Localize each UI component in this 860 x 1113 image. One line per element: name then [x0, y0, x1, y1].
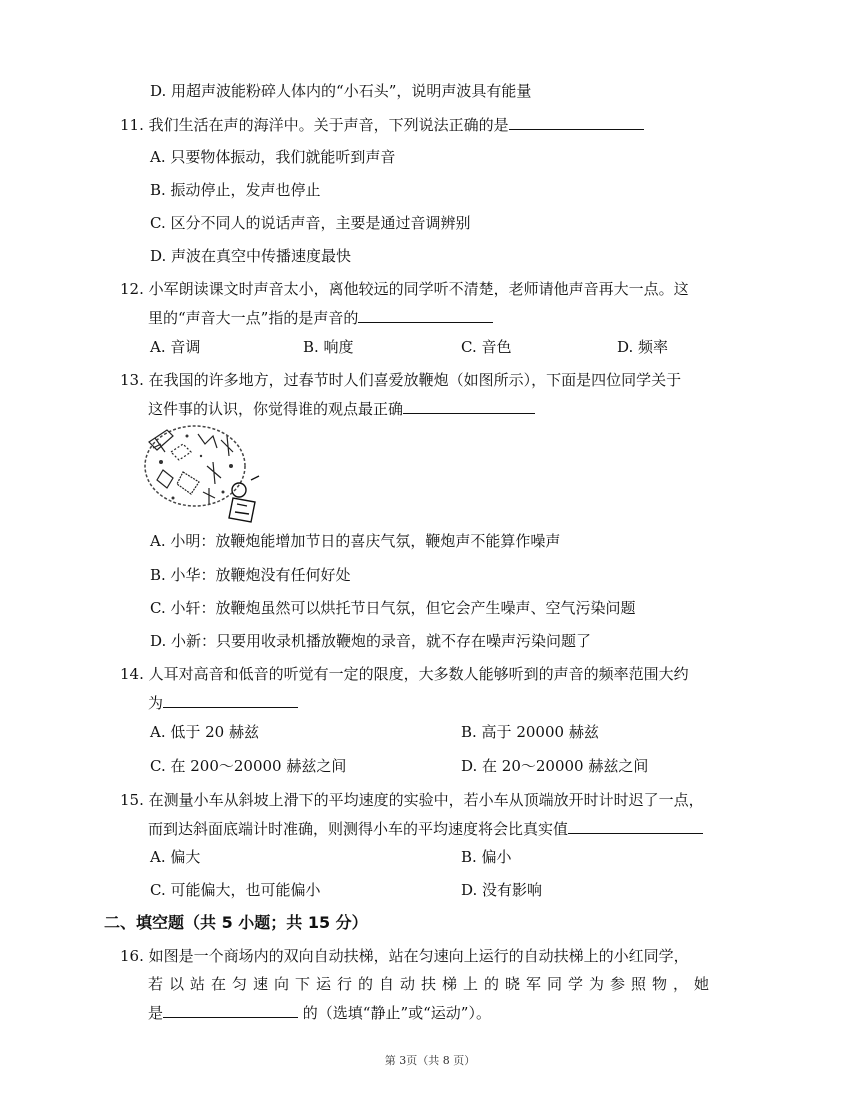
page-footer: 第 3页（共 8 页） — [384, 1054, 476, 1067]
q16-number: 16. — [120, 947, 144, 965]
q14-option-d: D. 在 20～20000 赫兹之间 — [461, 757, 649, 775]
q13-option-b: B. 小华：放鞭炮没有任何好处 — [150, 566, 351, 584]
q11-stem-text: 我们生活在声的海洋中。关于声音，下列说法正确的是 — [148, 116, 509, 134]
q16-stem-line2 — [148, 973, 728, 995]
q12-option-a: A. 音调 — [150, 338, 201, 356]
q15-answer-blank[interactable] — [568, 817, 703, 834]
q15-number: 15. — [120, 791, 144, 809]
q12-stem-text2: 里的“声音大一点”指的是声音的 — [148, 309, 359, 327]
q12-stem-line1 — [120, 278, 689, 300]
q16-stem-line3 — [148, 1001, 491, 1024]
q12-answer-blank[interactable] — [358, 306, 493, 323]
q11-option-c: C. 区分不同人的说话声音，主要是通过音调辨别 — [150, 214, 471, 232]
q14-number: 14. — [120, 665, 144, 683]
q14-option-b: B. 高于 20000 赫兹 — [461, 723, 599, 741]
q11-option-b: B. 振动停止，发声也停止 — [150, 181, 321, 199]
q15-option-b: B. 偏小 — [461, 848, 512, 866]
q13-stem-line2 — [148, 397, 535, 420]
q12-stem-line2 — [148, 306, 493, 329]
q12-number: 12. — [120, 280, 144, 298]
q13-option-d: D. 小新：只要用收录机播放鞭炮的录音，就不存在噪声污染问题了 — [150, 632, 592, 650]
q11-answer-blank[interactable] — [509, 113, 644, 130]
q14-stem-text1: 人耳对高音和低音的听觉有一定的限度，大多数人能够听到的声音的频率范围大约 — [148, 665, 689, 683]
q12-option-d: D. 频率 — [617, 338, 669, 356]
q14-stem-line1 — [120, 663, 689, 685]
q16-answer-blank[interactable] — [163, 1001, 298, 1018]
q16-stem-text3-pre: 是 — [148, 1004, 164, 1022]
q15-stem-text1: 在测量小车从斜坡上滑下的平均速度的实验中，若小车从顶端放开时计时迟了一点， — [148, 791, 704, 809]
q15-stem-text2: 而到达斜面底端计时准确，则测得小车的平均速度将会比真实值 — [148, 820, 569, 838]
q13-option-c: C. 小轩：放鞭炮虽然可以烘托节日气氛，但它会产生噪声、空气污染问题 — [150, 599, 636, 617]
q15-stem-line2 — [148, 817, 703, 840]
q16-stem-line1 — [120, 945, 689, 967]
q15-stem-line1 — [120, 789, 704, 811]
q16-stem-text1: 如图是一个商场内的双向自动扶梯，站在匀速向上运行的自动扶梯上的小红同学， — [148, 947, 689, 965]
q11-option-d: D. 声波在真空中传播速度最快 — [150, 247, 352, 265]
q14-option-a: A. 低于 20 赫兹 — [150, 723, 259, 741]
q15-option-c: C. 可能偏大，也可能偏小 — [150, 881, 321, 899]
q13-stem-text1: 在我国的许多地方，过春节时人们喜爱放鞭炮（如图所示），下面是四位同学关于 — [148, 371, 682, 389]
q11-number: 11. — [120, 116, 144, 134]
q14-stem-text2: 为 — [148, 694, 164, 712]
q12-stem-text1: 小军朗读课文时声音太小，离他较远的同学听不清楚，老师请他声音再大一点。这 — [148, 280, 689, 298]
q16-stem-text3-post: 的（选填“静止”或“运动”）。 — [302, 1004, 491, 1022]
q14-option-c: C. 在 200～20000 赫兹之间 — [150, 757, 347, 775]
q15-option-a: A. 偏大 — [150, 848, 201, 866]
q11-option-a: A. 只要物体振动，我们就能听到声音 — [150, 148, 396, 166]
q11-stem — [120, 113, 644, 136]
q16-stem-text2: 若以站在匀速向下运行的自动扶梯上的晓军同学为参照物，她 — [148, 975, 716, 993]
q12-option-b: B. 响度 — [303, 338, 354, 356]
q15-option-d: D. 没有影响 — [461, 881, 543, 899]
q13-stem-line1 — [120, 369, 681, 391]
firecracker-figure — [143, 422, 263, 526]
q12-option-c: C. 音色 — [461, 338, 512, 356]
q13-option-a: A. 小明：放鞭炮能增加节日的喜庆气氛，鞭炮声不能算作噪声 — [150, 532, 561, 550]
q14-stem-line2 — [148, 691, 298, 714]
q14-answer-blank[interactable] — [163, 691, 298, 708]
q13-number: 13. — [120, 371, 144, 389]
q13-stem-text2: 这件事的认识，你觉得谁的观点最正确 — [148, 400, 404, 418]
q10-option-d: D. 用超声波能粉碎人体内的“小石头”，说明声波具有能量 — [150, 82, 532, 100]
q13-answer-blank[interactable] — [403, 397, 535, 414]
section-2-heading: 二、填空题（共 5 小题；共 15 分） — [104, 913, 368, 932]
